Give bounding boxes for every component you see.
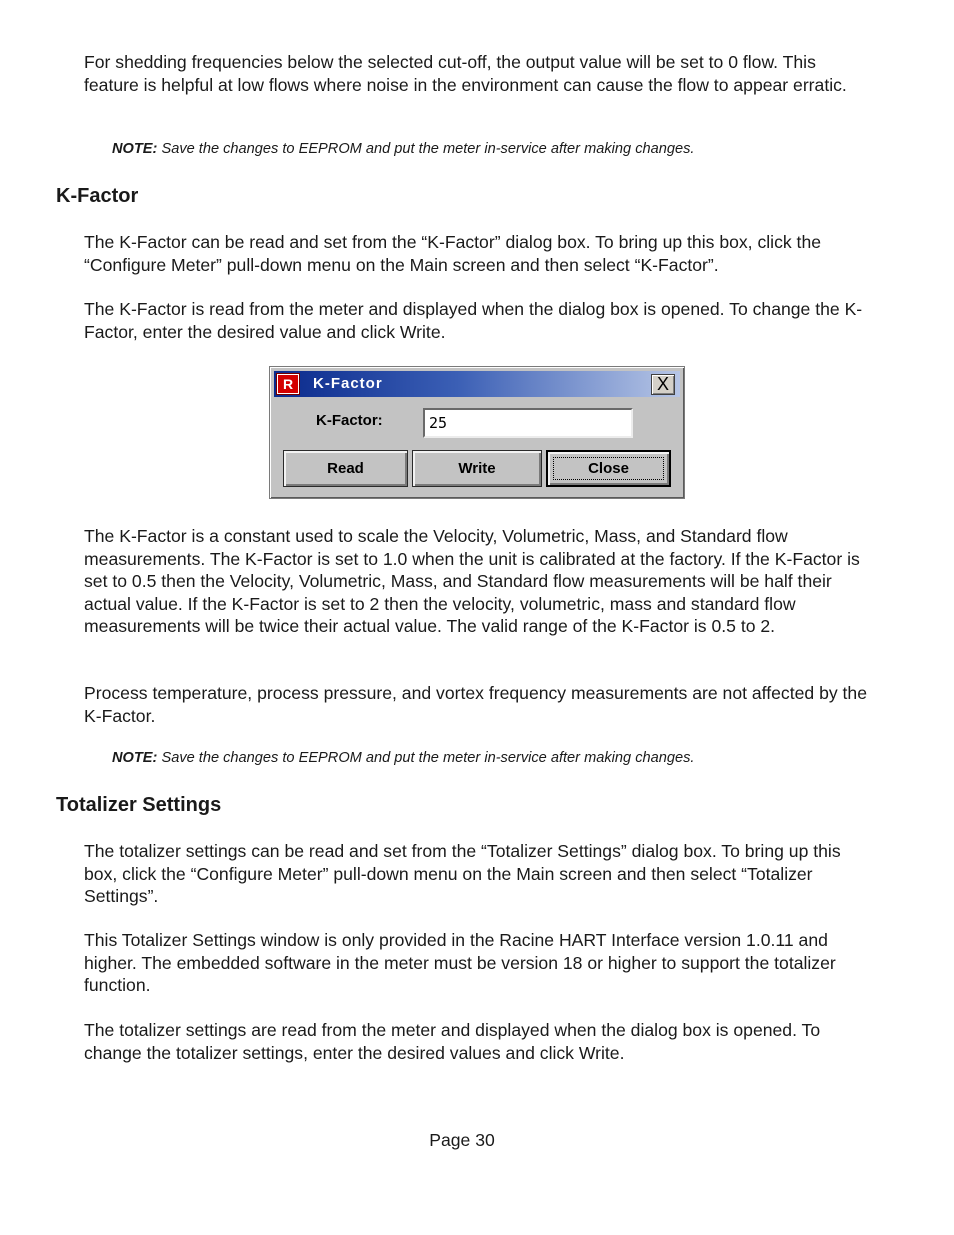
totalizer-heading: Totalizer Settings bbox=[56, 794, 222, 816]
kfactor-field-label: K-Factor: bbox=[316, 412, 383, 429]
kfactor-para-2: The K-Factor is read from the meter and displayed when the dialog box is opened. To change the K-Factor, enter the desired value and click Write. bbox=[84, 299, 863, 342]
kfactor-input[interactable] bbox=[423, 408, 633, 438]
kfactor-heading: K-Factor bbox=[56, 185, 139, 207]
note-label: NOTE: bbox=[112, 750, 158, 766]
totalizer-para-1: The totalizer settings can be read and set from the “Totalizer Settings” dialog box. To bring up this box, click the “Configure Meter” pull-down menu on the Main screen and then select “Totalizer Settings”. bbox=[84, 841, 841, 906]
read-button[interactable]: Read bbox=[283, 450, 408, 487]
dialog-title: K-Factor bbox=[313, 375, 383, 392]
note-2 bbox=[112, 750, 694, 766]
note-text: Save the changes to EEPROM and put the meter in-service after making changes. bbox=[161, 141, 695, 157]
totalizer-para-2: This Totalizer Settings window is only provided in the Racine HART Interface version 1.0.11 and higher. The embedded software in the meter must be version 18 or higher to support the totalizer function. bbox=[84, 930, 836, 995]
note-1 bbox=[112, 141, 694, 157]
totalizer-para-3: The totalizer settings are read from the meter and displayed when the dialog box is opened. To change the totalizer settings, enter the desired values and click Write. bbox=[84, 1020, 821, 1063]
dialog-titlebar[interactable] bbox=[274, 371, 680, 397]
close-icon[interactable]: X bbox=[651, 374, 675, 395]
intro-paragraph: For shedding frequencies below the selected cut-off, the output value will be set to 0 flow. This feature is helpful at low flows where noise in the environment can cause the flow to appear erratic. bbox=[84, 52, 847, 95]
kfactor-para-4: Process temperature, process pressure, and vortex frequency measurements are not affected by the K-Factor. bbox=[84, 683, 867, 726]
note-text: Save the changes to EEPROM and put the meter in-service after making changes. bbox=[161, 750, 695, 766]
kfactor-para-3: The K-Factor is a constant used to scale the Velocity, Volumetric, Mass, and Standard flow measurements. The K-Factor is set to 1.0 when the unit is calibrated at the factory. If the K-Factor is set to 0.5 then the Velocity, Volumetric, Mass, and Standard flow measurements will be half their actual value. If the K-Factor is set to 2 then the velocity, volumetric, mass and standard flow measurements will be twice their actual value. The valid range of the K-Factor is 0.5 to 2. bbox=[84, 526, 860, 636]
app-r-icon: R bbox=[278, 375, 298, 393]
write-button[interactable]: Write bbox=[412, 450, 542, 487]
kfactor-para-1: The K-Factor can be read and set from the “K-Factor” dialog box. To bring up this box, click the “Configure Meter” pull-down menu on the Main screen and then select “K-Factor”. bbox=[84, 232, 822, 275]
kfactor-dialog bbox=[269, 366, 685, 499]
note-label: NOTE: bbox=[112, 141, 158, 157]
close-button[interactable] bbox=[546, 450, 671, 487]
close-button-label: Close bbox=[553, 457, 664, 480]
page-number: Page 30 bbox=[429, 1130, 495, 1150]
